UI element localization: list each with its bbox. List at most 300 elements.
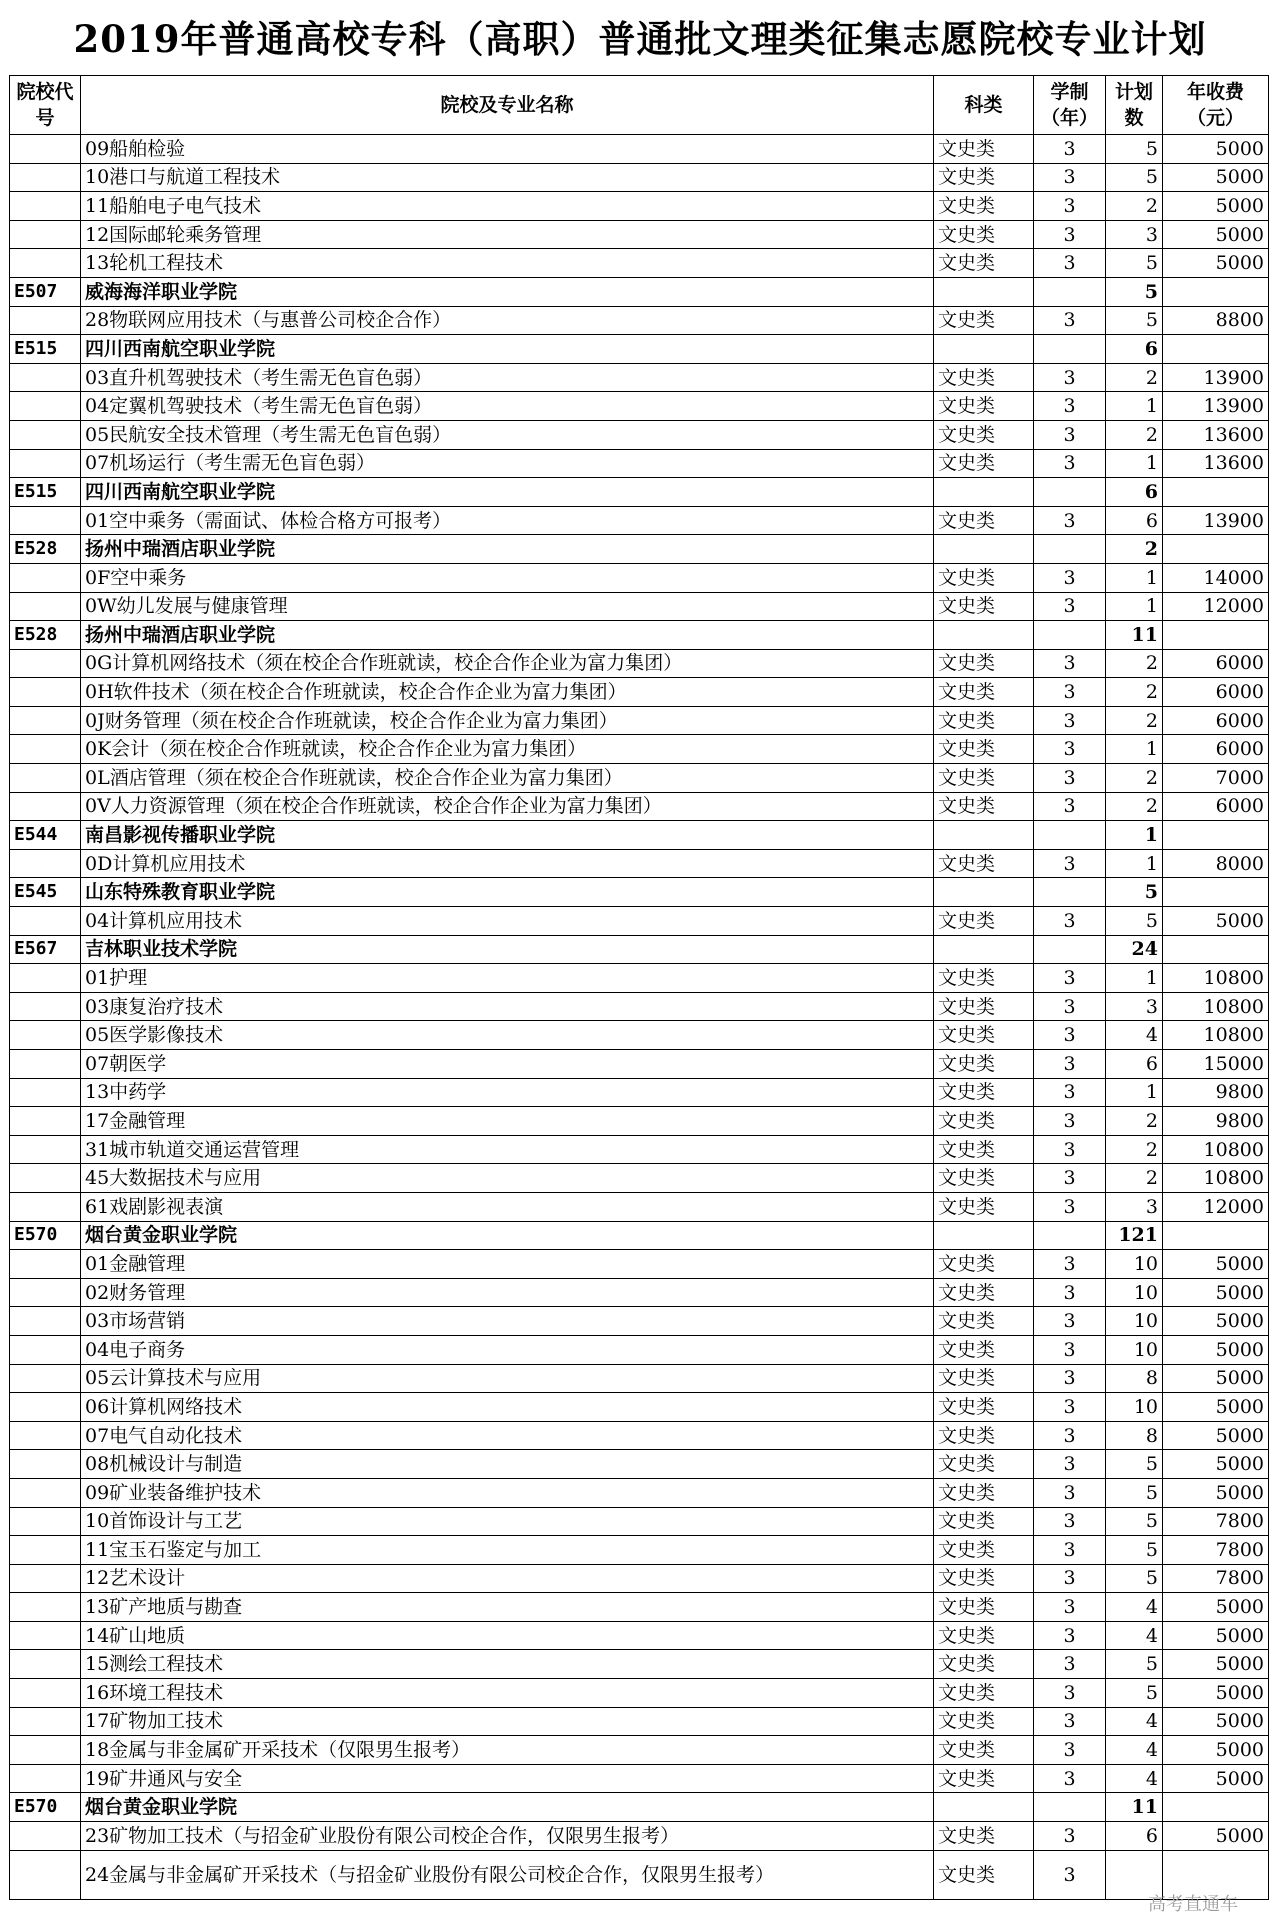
- row-category: [934, 878, 1034, 907]
- row-fee: 5000: [1163, 1764, 1269, 1793]
- row-category: 文史类: [934, 1164, 1034, 1193]
- major-row: [10, 1478, 1269, 1507]
- row-name: 0G计算机网络技术（须在校企合作班就读，校企合作企业为富力集团）: [81, 649, 934, 678]
- row-fee: 6000: [1163, 792, 1269, 821]
- row-code: [10, 1278, 81, 1307]
- row-category: 文史类: [934, 306, 1034, 335]
- row-code: [10, 1135, 81, 1164]
- row-plan: 121: [1106, 1221, 1163, 1250]
- row-fee: 13900: [1163, 363, 1269, 392]
- row-fee: [1163, 821, 1269, 850]
- row-category: 文史类: [934, 563, 1034, 592]
- row-fee: 13900: [1163, 392, 1269, 421]
- row-name: 23矿物加工技术（与招金矿业股份有限公司校企合作，仅限男生报考）: [81, 1822, 934, 1851]
- major-row: [10, 1421, 1269, 1450]
- school-row: [10, 621, 1269, 650]
- row-code: [10, 1850, 81, 1899]
- major-row: [10, 907, 1269, 936]
- row-plan: 6: [1106, 1822, 1163, 1851]
- major-row: [10, 735, 1269, 764]
- row-category: 文史类: [934, 1278, 1034, 1307]
- row-fee: 5000: [1163, 1707, 1269, 1736]
- row-category: [934, 935, 1034, 964]
- major-row: [10, 392, 1269, 421]
- row-plan: 5: [1106, 1478, 1163, 1507]
- row-years: 3: [1034, 1335, 1106, 1364]
- major-row: [10, 135, 1269, 164]
- row-code: [10, 449, 81, 478]
- row-name: 07机场运行（考生需无色盲色弱）: [81, 449, 934, 478]
- row-code: [10, 506, 81, 535]
- row-years: 3: [1034, 1478, 1106, 1507]
- row-name: 10首饰设计与工艺: [81, 1507, 934, 1536]
- row-name: 01金融管理: [81, 1250, 934, 1279]
- major-row: [10, 706, 1269, 735]
- row-plan: 4: [1106, 1593, 1163, 1622]
- row-plan: 5: [1106, 249, 1163, 278]
- row-years: 3: [1034, 1135, 1106, 1164]
- row-code: E528: [10, 621, 81, 650]
- row-plan: 5: [1106, 878, 1163, 907]
- row-plan: 5: [1106, 907, 1163, 936]
- row-name: 04计算机应用技术: [81, 907, 934, 936]
- row-fee: 5000: [1163, 249, 1269, 278]
- row-name: 07电气自动化技术: [81, 1421, 934, 1450]
- row-name: 28物联网应用技术（与惠普公司校企合作）: [81, 306, 934, 335]
- row-years: 3: [1034, 1764, 1106, 1793]
- row-category: 文史类: [934, 992, 1034, 1021]
- row-code: [10, 1507, 81, 1536]
- row-code: [10, 306, 81, 335]
- school-row: [10, 535, 1269, 564]
- row-plan: 8: [1106, 1364, 1163, 1393]
- row-fee: 5000: [1163, 1822, 1269, 1851]
- row-code: E507: [10, 277, 81, 306]
- major-row: [10, 1364, 1269, 1393]
- row-category: 文史类: [934, 363, 1034, 392]
- major-row: [10, 1393, 1269, 1422]
- row-fee: 5000: [1163, 1307, 1269, 1336]
- major-row: [10, 1078, 1269, 1107]
- row-code: [10, 1335, 81, 1364]
- row-years: [1034, 1793, 1106, 1822]
- row-category: 文史类: [934, 1135, 1034, 1164]
- row-years: 3: [1034, 135, 1106, 164]
- row-name: 05医学影像技术: [81, 1021, 934, 1050]
- major-row: [10, 1450, 1269, 1479]
- row-fee: 5000: [1163, 220, 1269, 249]
- major-row: [10, 1135, 1269, 1164]
- row-name: 12国际邮轮乘务管理: [81, 220, 934, 249]
- major-row: [10, 1564, 1269, 1593]
- row-name: 45大数据技术与应用: [81, 1164, 934, 1193]
- row-plan: 2: [1106, 1164, 1163, 1193]
- row-fee: 15000: [1163, 1050, 1269, 1079]
- row-fee: 5000: [1163, 1335, 1269, 1364]
- row-name: 04电子商务: [81, 1335, 934, 1364]
- row-category: 文史类: [934, 1536, 1034, 1565]
- row-fee: 7800: [1163, 1536, 1269, 1565]
- major-row: [10, 1250, 1269, 1279]
- row-fee: 13900: [1163, 506, 1269, 535]
- row-plan: 8: [1106, 1421, 1163, 1450]
- row-code: [10, 1050, 81, 1079]
- row-code: E567: [10, 935, 81, 964]
- row-fee: 6000: [1163, 735, 1269, 764]
- row-name: 19矿井通风与安全: [81, 1764, 934, 1793]
- major-row: [10, 1679, 1269, 1708]
- row-code: E545: [10, 878, 81, 907]
- row-fee: [1163, 478, 1269, 507]
- row-fee: 5000: [1163, 907, 1269, 936]
- row-category: 文史类: [934, 163, 1034, 192]
- row-category: 文史类: [934, 392, 1034, 421]
- row-code: [10, 392, 81, 421]
- row-category: 文史类: [934, 1307, 1034, 1336]
- major-row: [10, 449, 1269, 478]
- row-code: [10, 1564, 81, 1593]
- row-code: [10, 1192, 81, 1221]
- row-code: [10, 1107, 81, 1136]
- row-plan: 5: [1106, 1536, 1163, 1565]
- row-years: 3: [1034, 1679, 1106, 1708]
- row-years: 3: [1034, 363, 1106, 392]
- row-years: 3: [1034, 392, 1106, 421]
- row-plan: 5: [1106, 135, 1163, 164]
- row-name: 01护理: [81, 964, 934, 993]
- row-category: 文史类: [934, 1335, 1034, 1364]
- row-fee: 5000: [1163, 1593, 1269, 1622]
- row-fee: 10800: [1163, 992, 1269, 1021]
- major-row: [10, 506, 1269, 535]
- row-years: 3: [1034, 1278, 1106, 1307]
- row-years: [1034, 478, 1106, 507]
- row-name: 02财务管理: [81, 1278, 934, 1307]
- row-category: 文史类: [934, 1250, 1034, 1279]
- row-fee: [1163, 335, 1269, 364]
- row-code: [10, 1536, 81, 1565]
- row-category: 文史类: [934, 1078, 1034, 1107]
- row-years: 3: [1034, 1021, 1106, 1050]
- row-years: 3: [1034, 1164, 1106, 1193]
- row-plan: 5: [1106, 277, 1163, 306]
- row-category: 文史类: [934, 849, 1034, 878]
- row-code: [10, 1621, 81, 1650]
- row-name: 03市场营销: [81, 1307, 934, 1336]
- row-years: 3: [1034, 1250, 1106, 1279]
- row-category: 文史类: [934, 792, 1034, 821]
- row-code: [10, 1078, 81, 1107]
- row-plan: 1: [1106, 964, 1163, 993]
- row-name: 威海海洋职业学院: [81, 277, 934, 306]
- school-row: [10, 1793, 1269, 1822]
- row-code: [10, 992, 81, 1021]
- row-fee: 5000: [1163, 1478, 1269, 1507]
- row-fee: [1163, 535, 1269, 564]
- row-name: 0J财务管理（须在校企合作班就读，校企合作企业为富力集团）: [81, 706, 934, 735]
- row-plan: 1: [1106, 563, 1163, 592]
- major-row: [10, 592, 1269, 621]
- row-code: [10, 907, 81, 936]
- row-category: 文史类: [934, 1650, 1034, 1679]
- header-category: 科类: [934, 76, 1034, 135]
- row-category: 文史类: [934, 1764, 1034, 1793]
- major-row: [10, 220, 1269, 249]
- row-category: [934, 478, 1034, 507]
- row-name: 07朝医学: [81, 1050, 934, 1079]
- row-plan: 5: [1106, 1450, 1163, 1479]
- row-name: 0K会计（须在校企合作班就读，校企合作企业为富力集团）: [81, 735, 934, 764]
- row-code: [10, 1736, 81, 1765]
- watermark: 高考直通车: [1148, 1894, 1238, 1915]
- major-row: [10, 1736, 1269, 1765]
- row-code: E570: [10, 1221, 81, 1250]
- row-plan: 1: [1106, 849, 1163, 878]
- row-plan: 5: [1106, 306, 1163, 335]
- row-plan: 5: [1106, 1679, 1163, 1708]
- row-code: [10, 1364, 81, 1393]
- row-years: 3: [1034, 1850, 1106, 1899]
- row-plan: 1: [1106, 735, 1163, 764]
- row-code: E570: [10, 1793, 81, 1822]
- row-category: 文史类: [934, 964, 1034, 993]
- row-years: 3: [1034, 1507, 1106, 1536]
- row-code: [10, 1593, 81, 1622]
- major-row: [10, 1650, 1269, 1679]
- row-years: [1034, 878, 1106, 907]
- row-code: [10, 1421, 81, 1450]
- row-name: 04定翼机驾驶技术（考生需无色盲色弱）: [81, 392, 934, 421]
- row-plan: 4: [1106, 1764, 1163, 1793]
- row-years: 3: [1034, 706, 1106, 735]
- row-years: 3: [1034, 907, 1106, 936]
- row-fee: [1163, 1793, 1269, 1822]
- row-plan: 2: [1106, 363, 1163, 392]
- row-years: 3: [1034, 764, 1106, 793]
- row-name: 0W幼儿发展与健康管理: [81, 592, 934, 621]
- row-name: 05云计算技术与应用: [81, 1364, 934, 1393]
- row-plan: 1: [1106, 392, 1163, 421]
- row-name: 13轮机工程技术: [81, 249, 934, 278]
- row-category: [934, 1793, 1034, 1822]
- row-plan: 5: [1106, 163, 1163, 192]
- row-code: [10, 678, 81, 707]
- row-category: 文史类: [934, 1736, 1034, 1765]
- row-years: 3: [1034, 964, 1106, 993]
- row-years: 3: [1034, 449, 1106, 478]
- row-plan: 3: [1106, 992, 1163, 1021]
- major-row: [10, 1107, 1269, 1136]
- row-code: [10, 1450, 81, 1479]
- row-years: 3: [1034, 220, 1106, 249]
- row-category: 文史类: [934, 1450, 1034, 1479]
- row-code: [10, 706, 81, 735]
- row-years: 3: [1034, 735, 1106, 764]
- row-fee: 10800: [1163, 964, 1269, 993]
- row-fee: [1163, 878, 1269, 907]
- row-code: [10, 1307, 81, 1336]
- row-years: 3: [1034, 1450, 1106, 1479]
- row-name: 16环境工程技术: [81, 1679, 934, 1708]
- row-fee: 5000: [1163, 192, 1269, 221]
- major-row: [10, 363, 1269, 392]
- row-plan: 3: [1106, 1192, 1163, 1221]
- row-category: 文史类: [934, 1107, 1034, 1136]
- page-title: 2019年普通高校专科（高职）普通批文理类征集志愿院校专业计划: [73, 17, 1207, 61]
- row-years: [1034, 535, 1106, 564]
- header-row: [10, 76, 1269, 135]
- major-row: [10, 1536, 1269, 1565]
- row-name: 05民航安全技术管理（考生需无色盲色弱）: [81, 420, 934, 449]
- row-code: [10, 849, 81, 878]
- major-row: [10, 1507, 1269, 1536]
- row-fee: 10800: [1163, 1164, 1269, 1193]
- row-name: 扬州中瑞酒店职业学院: [81, 621, 934, 650]
- row-fee: 9800: [1163, 1107, 1269, 1136]
- row-fee: 14000: [1163, 563, 1269, 592]
- row-years: 3: [1034, 849, 1106, 878]
- major-row: [10, 1850, 1269, 1899]
- row-name: 03康复治疗技术: [81, 992, 934, 1021]
- row-code: [10, 592, 81, 621]
- row-fee: [1163, 1221, 1269, 1250]
- row-code: [10, 420, 81, 449]
- school-row: [10, 335, 1269, 364]
- row-name: 0V人力资源管理（须在校企合作班就读，校企合作企业为富力集团）: [81, 792, 934, 821]
- row-years: 3: [1034, 192, 1106, 221]
- row-plan: 2: [1106, 192, 1163, 221]
- row-fee: 13600: [1163, 420, 1269, 449]
- major-row: [10, 1307, 1269, 1336]
- row-plan: 10: [1106, 1393, 1163, 1422]
- row-plan: 5: [1106, 1650, 1163, 1679]
- row-years: 3: [1034, 563, 1106, 592]
- row-years: [1034, 821, 1106, 850]
- row-fee: 7800: [1163, 1507, 1269, 1536]
- row-name: 03直升机驾驶技术（考生需无色盲色弱）: [81, 363, 934, 392]
- row-category: 文史类: [934, 249, 1034, 278]
- row-fee: 7800: [1163, 1564, 1269, 1593]
- row-fee: 13600: [1163, 449, 1269, 478]
- major-row: [10, 306, 1269, 335]
- row-plan: 6: [1106, 1050, 1163, 1079]
- row-name: 四川西南航空职业学院: [81, 335, 934, 364]
- row-category: 文史类: [934, 1021, 1034, 1050]
- row-years: [1034, 277, 1106, 306]
- row-years: 3: [1034, 1736, 1106, 1765]
- row-code: [10, 964, 81, 993]
- row-category: 文史类: [934, 1364, 1034, 1393]
- row-plan: 11: [1106, 1793, 1163, 1822]
- major-row: [10, 420, 1269, 449]
- row-code: [10, 1764, 81, 1793]
- row-category: 文史类: [934, 1679, 1034, 1708]
- row-category: 文史类: [934, 1621, 1034, 1650]
- major-row: [10, 1164, 1269, 1193]
- row-name: 扬州中瑞酒店职业学院: [81, 535, 934, 564]
- school-row: [10, 1221, 1269, 1250]
- row-plan: 4: [1106, 1021, 1163, 1050]
- row-plan: 2: [1106, 706, 1163, 735]
- row-name: 13矿产地质与勘查: [81, 1593, 934, 1622]
- row-years: 3: [1034, 163, 1106, 192]
- row-plan: 10: [1106, 1307, 1163, 1336]
- row-code: [10, 1650, 81, 1679]
- header-plan: 计划数: [1106, 76, 1163, 135]
- row-fee: 5000: [1163, 1621, 1269, 1650]
- row-code: [10, 1021, 81, 1050]
- row-years: 3: [1034, 1050, 1106, 1079]
- row-fee: 8000: [1163, 849, 1269, 878]
- row-plan: 10: [1106, 1250, 1163, 1279]
- row-code: [10, 563, 81, 592]
- row-years: 3: [1034, 1078, 1106, 1107]
- row-category: [934, 535, 1034, 564]
- row-fee: 5000: [1163, 135, 1269, 164]
- row-category: 文史类: [934, 192, 1034, 221]
- row-name: 南昌影视传播职业学院: [81, 821, 934, 850]
- row-years: 3: [1034, 592, 1106, 621]
- row-fee: 5000: [1163, 1450, 1269, 1479]
- row-name: 0L酒店管理（须在校企合作班就读，校企合作企业为富力集团）: [81, 764, 934, 793]
- row-fee: [1163, 935, 1269, 964]
- major-row: [10, 192, 1269, 221]
- row-years: 3: [1034, 992, 1106, 1021]
- row-years: 3: [1034, 306, 1106, 335]
- row-code: E515: [10, 335, 81, 364]
- major-row: [10, 1192, 1269, 1221]
- row-plan: 2: [1106, 764, 1163, 793]
- row-plan: 10: [1106, 1335, 1163, 1364]
- major-row: [10, 1822, 1269, 1851]
- row-fee: [1163, 277, 1269, 306]
- row-years: 3: [1034, 249, 1106, 278]
- row-code: E515: [10, 478, 81, 507]
- row-years: 3: [1034, 420, 1106, 449]
- major-row: [10, 563, 1269, 592]
- row-years: 3: [1034, 1650, 1106, 1679]
- row-code: [10, 363, 81, 392]
- row-fee: 5000: [1163, 1393, 1269, 1422]
- row-plan: 4: [1106, 1621, 1163, 1650]
- row-name: 烟台黄金职业学院: [81, 1793, 934, 1822]
- row-code: [10, 1822, 81, 1851]
- row-name: 09船舶检验: [81, 135, 934, 164]
- row-name: 06计算机网络技术: [81, 1393, 934, 1422]
- major-row: [10, 249, 1269, 278]
- row-name: 01空中乘务（需面试、体检合格方可报考）: [81, 506, 934, 535]
- table-body: [10, 135, 1269, 1900]
- row-plan: 4: [1106, 1707, 1163, 1736]
- major-row: [10, 678, 1269, 707]
- row-fee: 6000: [1163, 678, 1269, 707]
- row-name: 09矿业装备维护技术: [81, 1478, 934, 1507]
- row-years: [1034, 335, 1106, 364]
- row-category: 文史类: [934, 420, 1034, 449]
- row-category: 文史类: [934, 1478, 1034, 1507]
- major-row: [10, 849, 1269, 878]
- row-fee: 5000: [1163, 1250, 1269, 1279]
- row-years: 3: [1034, 506, 1106, 535]
- school-row: [10, 478, 1269, 507]
- row-plan: 10: [1106, 1278, 1163, 1307]
- row-plan: 1: [1106, 821, 1163, 850]
- row-years: 3: [1034, 1421, 1106, 1450]
- row-fee: 10800: [1163, 1021, 1269, 1050]
- row-plan: 3: [1106, 220, 1163, 249]
- row-category: 文史类: [934, 506, 1034, 535]
- row-name: 15测绘工程技术: [81, 1650, 934, 1679]
